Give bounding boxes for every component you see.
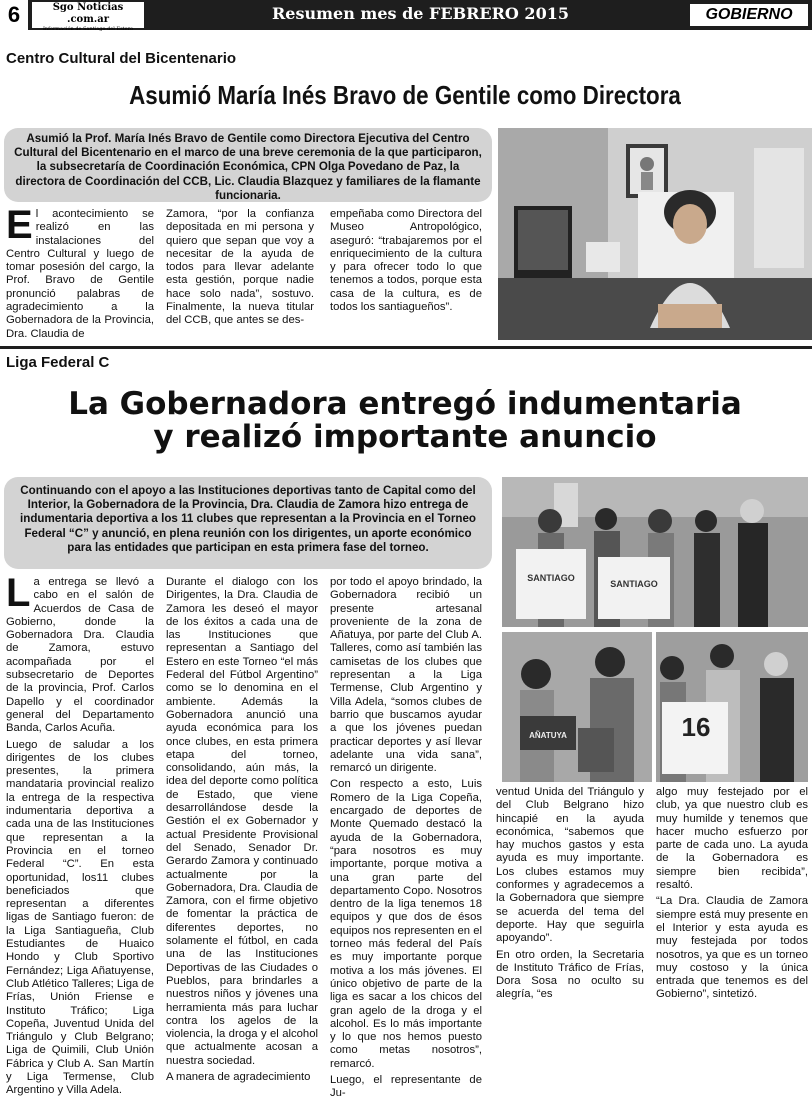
- logo-text: Sgo Noticias .com.ar: [52, 2, 124, 25]
- article2-headline-line2: y realizó importante anuncio: [153, 418, 657, 455]
- jersey-group-photo: [502, 477, 808, 627]
- article1-headline: Asumió María Inés Bravo de Gentile como Directora: [129, 80, 681, 110]
- group-photo-illustration: [502, 477, 808, 627]
- sign-text: AÑATUYA: [529, 731, 567, 740]
- section-label: GOBIERNO: [690, 4, 808, 26]
- page-header: [0, 0, 812, 30]
- article2-column-1: [6, 571, 154, 1097]
- article2-col3-para2: Con respecto a esto, Luis Romero de la Liga Copeña, encargado de deportes de Monte Quemado destacó la ayuda de la Gobernadora, “para nosotros es muy importante, porque motiva a una gran parte del departamento Copo. Nosotros dentro de la liga tenemos 18 equipos y que dos de ésos equipos nos representen en el torneo más federal del País es muy importante porque motiva a los más jóvenes. El único objetivo de parte de la liga es sacar a los chicos del gran agelo de la droga y el alcohol. Es lo más importante y lo que nos hemos puesto como metas nosotros”, remarcó.: [330, 778, 482, 1070]
- article2-kicker: Liga Federal C: [6, 354, 110, 371]
- section-divider: [0, 346, 812, 349]
- edition-title: Resumen mes de FEBRERO 2015: [272, 4, 569, 23]
- article1-kicker: Centro Cultural del Bicentenario: [6, 50, 237, 67]
- director-office-photo: [498, 128, 812, 340]
- article2-col2-para2: A manera de agradecimiento: [166, 1070, 311, 1083]
- article1-lead: Asumió la Prof. María Inés Bravo de Gentile como Directora Ejecutiva del Centro Cultural del Bicentenario en el marco de una breve ceremonia de la que participaron, la subsecretaría de Coordinación Económica, CPN Olga Povedano de Paz, la directora de Coordinación del CCB, Lic. Claudia Blazquez y familiares de la flamante funcionaria.: [4, 128, 492, 202]
- article2-col2-para1: Durante el dialogo con los Dirigentes, la Dra. Claudia de Zamora les deseó el mayor de los éxitos a cada una de las Instituciones que representan a Santiago del Estero en este Torneo “el más Federal del Fútbol Argentino” como se lo denomina en el ambiente. Además la Gobernadora anunció una ayuda económica para los once clubes, en esta primera etapa del torneo, consolidando, aún más, la idea del deporte como política de Estado, que viene desarrollándose desde la Gestión el ex Gobernador y actual Presidente Provisional del Senado, Senador Dr. Gerardo Zamora y continuado actualmente por la Gobernadora, Dra. Claudia de Zamora, con el firme objetivo de fomentar la práctica de diferentes deportes, no solamente el fútbol, en cada una de las Instituciones Deportivas de las Ciudades o Pueblos, para brindarles a nuestros niños y jóvenes una herramienta más para luchar contra los agelos de la violencia, la droga y el alcohol que actualmente acosan a nuestra sociedad.: [166, 576, 318, 1067]
- article2-headline-line1: La Gobernadora entregó indumentaria: [68, 386, 742, 422]
- article1-dropcap: E: [6, 203, 33, 247]
- article1-column-1: [6, 203, 154, 340]
- article2-column-2: [166, 576, 318, 1083]
- jersey16-photo-illustration: [656, 632, 808, 782]
- article2-column-3: [330, 576, 482, 1100]
- article2-col1-para1: [6, 571, 154, 736]
- article2-col5-para1: algo muy festejado por el club, ya que nuestro club es muy humilde y tenemos que hacer mucho esfuerzo por parte de cada uno. La ayuda de la Gobernadora es siempre bien recibida”, resaltó.: [656, 786, 808, 892]
- gift-photo-illustration: [502, 632, 652, 782]
- article2-dropcap: L: [6, 571, 31, 615]
- article2-col1-text: a entrega se llevó a cabo en el salón de Acuerdos de Casa de Gobierno, donde la Gobernadora Dra. Claudia de Zamora, estuvo acompañada por el subsecretario de Deportes de la provincia, Prof. Carlos Dapello y el coordinador general del Departamento Banda, Carlos Acuña.: [6, 576, 154, 735]
- article2-col3-para1: por todo el apoyo brindado, la Gobernadora recibió un presente artesanal proveniente de la zona de Añatuya, por parte del Club A. Talleres, como así también las camisetas de los clubes que representan a la Liga Termense, Club Argentino y Villa Adela, “somos clubes de barrio que buscamos ayudar a que los jóvenes puedan practicar deportes y así llevar adelante una vida sana”, remarcó un dirigente.: [330, 576, 482, 775]
- newspaper-logo: [32, 2, 144, 32]
- jersey-number: 16: [681, 712, 711, 742]
- article2-col5-para2: “La Dra. Claudia de Zamora siempre está muy presente en el Interior y esta ayuda es muy festejada por todos nosotros, ya que es un torneo muy costoso y la única entrada que tenemos es del Gobierno”, sintetizó.: [656, 895, 808, 1001]
- jersey-text-2: SANTIAGO: [610, 579, 658, 589]
- article2-column-4: [496, 786, 644, 1001]
- article2-col1-para2: Luego de saludar a los dirigentes de los clubes presentes, la primera mandataria provincial realizo la entrega de la respectiva indumentaria deportiva a cada una de las Instituciones que representan a la Provincia en el torneo Federal “C”. En esta oportunidad, los11 clubes beneficiados que representan a diferentes ligas de Santiago fueron: de la Liga Santiagueña, Club Estudiantes de Huaico Hondo y Club Sportivo Fernández; Liga Añatuyense, Club Atlético Talleres; Liga de Frías, Unión Friense e Instituto Tráfico; Liga Copeña, Juventud Unida del Triángulo y Club Belgrano; Liga de Quimili, Club Unión Fábrica y Club A. San Martín y Liga Termense, Club Argentino y Villa Adela.: [6, 738, 154, 1097]
- article1-column-2: Zamora, “por la confianza depositada en mi persona y quiero que sepan que voy a necesitar de la ayuda de todos para llevar adelante esta gestión, porque nadie hace solo nada”, sostuvo. Finalmente, la nueva titular del CCB, que antes se des-: [166, 208, 314, 327]
- article1-col1-text: l acontecimiento se realizó en las instalaciones del Centro Cultural y luego de tomar posesión del cargo, la Prof. Bravo de Gentile pronunció palabras de agradecimiento a la Gobernadora de la Provincia, Dra. Claudia de: [6, 208, 154, 340]
- article2-headline: [20, 388, 790, 453]
- logo-tagline: Información de Santiago del Estero: [42, 26, 134, 32]
- article2-col3-para3: Luego, el representante de Ju-: [330, 1073, 482, 1100]
- jersey-16-photo: [656, 632, 808, 782]
- jersey-text-1: SANTIAGO: [527, 573, 575, 583]
- article2-col4-para2: En otro orden, la Secretaria de Instituto Tráfico de Frías, Dora Sosa no oculto su alegría, “es: [496, 948, 644, 1001]
- page-number: 6: [0, 0, 28, 30]
- gift-presentation-photo: [502, 632, 652, 782]
- article2-column-5: [656, 786, 808, 1001]
- article1-column-3: empeñaba como Directora del Museo Antropológico, aseguró: “trabajaremos por el enriquecimiento de la cultura y para ofrecer todo lo que tenemos a todos, porque esta casa de la cultura, es de todos los santiagueños”.: [330, 208, 482, 314]
- director-photo-illustration: [498, 128, 812, 340]
- article2-col4-para1: ventud Unida del Triángulo y del Club Belgrano hizo hincapié en la ayuda económica, “sabemos que hay muchos gastos y esta ayuda es muy importante. Los clubes estamos muy conformes y agradecemos a la Gobernadora que siempre se acuerda del tema del deporte. Hay que seguirla apoyando”.: [496, 786, 644, 945]
- article2-lead: Continuando con el apoyo a las Instituciones deportivas tanto de Capital como del Interior, la Gobernadora de la Provincia, Dra. Claudia de Zamora hizo entrega de indumentaria deportiva a los 11 clubes que representan a la Provincia en el Torneo Federal “C” y anunció, en plena reunión con los dirigentes, un aporte económico para las entidades que participan en esta primera fase del torneo.: [4, 477, 492, 569]
